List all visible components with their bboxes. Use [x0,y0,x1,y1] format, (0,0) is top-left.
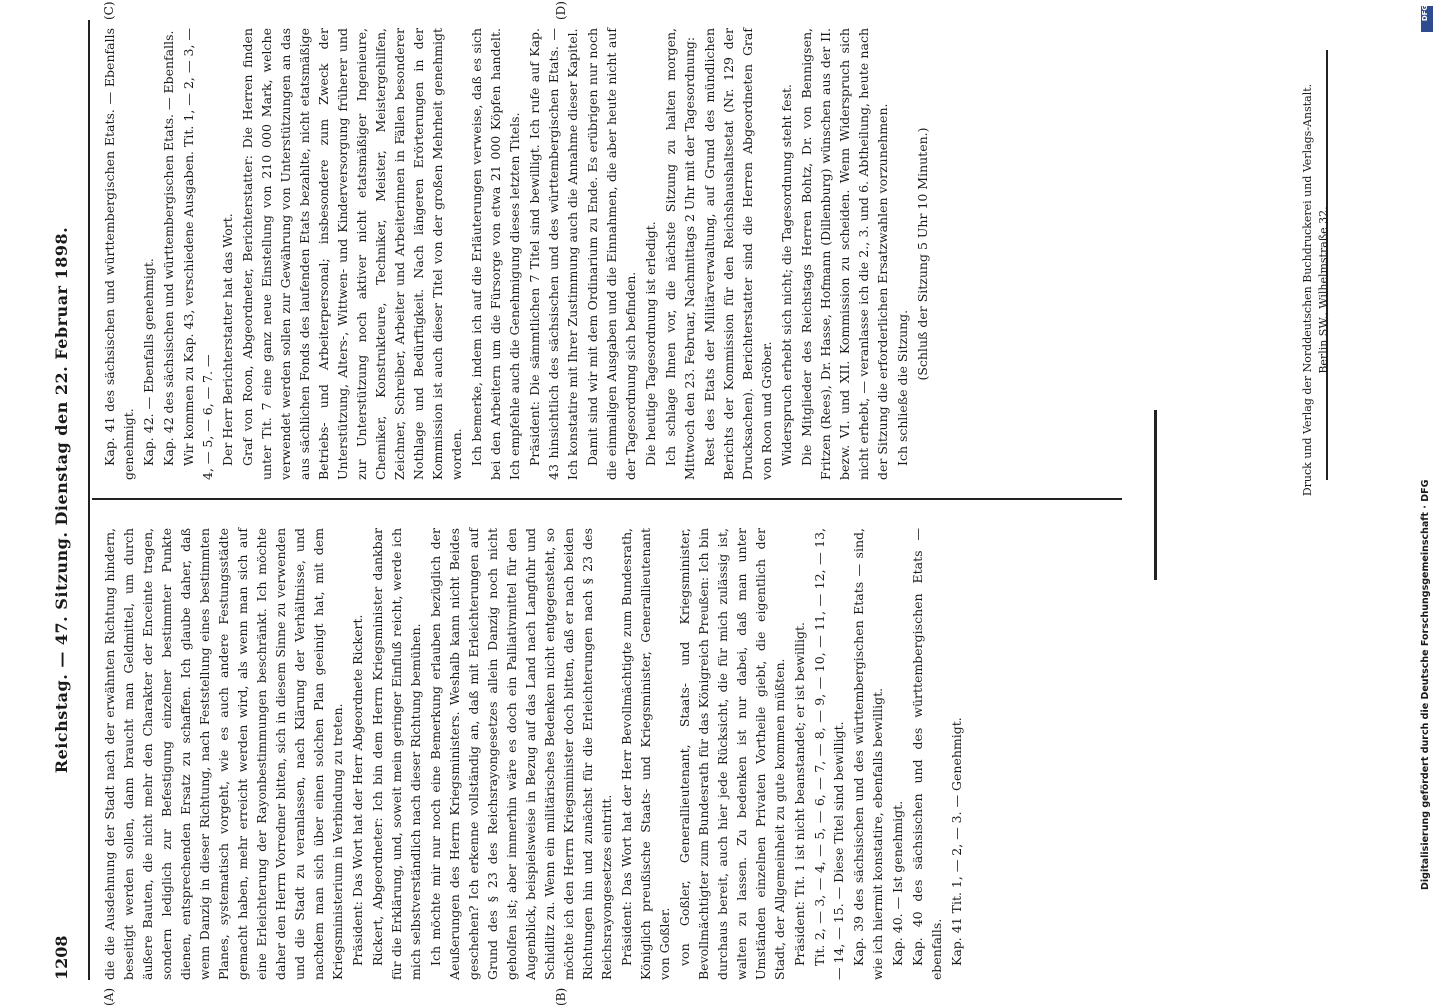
left-paragraph: die die Ausdehnung der Stadt nach der erwähnten Richtung hindern, beseitigt werden sollen, dann braucht man Geldmittel, um durch äußere Bauten, die nicht mehr den Charakter der Enceinte tragen, sondern lediglich zur Befestigung einzelner bestimmter Punkte dienen, entsprechenden Ersatz zu schaffen. Ich glaube daher, daß wenn Danzig in dieser Richtung, nach Feststellung eines bestimmten Planes, systematisch vorgeht, wie es auch andere Festungsstädte gemacht haben, mehr erreicht werden wird, als wenn man sich auf eine Erleichterung der Rayonbestimmungen beschränkt. Ich möchte daher den Herrn Vorredner bitten, sich in diesem Sinne zu verwenden und die Stadt zu veranlassen, nach Klärung der Verhältnisse, und nachdem man sich über einen solchen Plan geeinigt hat, mit dem Kriegsministerium in Verbindung zu treten. [102,528,345,980]
running-title: Reichstag. — 47. Sitzung. Dienstag den 22. Februar 1898. [52,226,71,774]
column-divider [92,498,1122,500]
left-paragraph: Rickert, Abgeordneter: Ich bin dem Herrn Kriegsminister dankbar für die Erklärung, und, soweit mein geringer Einfluß reicht, werde ich mich selbstverständlich nach dieser Richtung bemühen. [370,528,423,980]
left-paragraph: Tit. 2, — 3, — 4, — 5, — 6, — 7, — 8, — 9, — 10, — 11, — 12, — 13, — 14, — 15. — Diese Titel sind bewilligt. [812,528,846,980]
rotated-page [40,1,1130,1006]
right-paragraph: Wir kommen zu Kap. 43, verschiedene Ausgaben. Tit. 1, — 2, — 3, — 4, — 5, — 6, — 7. — [181,28,215,480]
printer-imprint [1300,50,1340,530]
imprint-line-2: Berlin SW., Wilhelmstraße 32. [1317,206,1330,374]
right-paragraph: Graf von Roon, Abgeordneter, Berichterstatter: Die Herren finden unter Tit. 7 eine ganz neue Einstellung von 210 000 Mark, welche verwendet werden sollen zur Gewährung von Unterstützungen an das aus sächlichen Fonds des laufenden Etats bezahlte, nicht etatsmäßige Betriebs- und Arbeiterpersonal; insbesondere zum Zweck der Unterstützung, Alters-, Wittwen- und Kinderversorgung früherer und zur Unterstützung noch aktiver nicht etatsmäßiger Ingenieure, Chemiker, Konstrukteure, Techniker, Meister, Meistergehilfen, Zeichner, Schreiber, Arbeiter und Arbeiterinnen in Fällen besonderer Nothlage und Bedürftigkeit. Nach längeren Erörterungen in der Kommission ist auch dieser Titel von der großen Mehrheit genehmigt worden. [240,28,464,480]
page-number: 1208 [52,935,71,980]
margin-letter-c: (C) [102,1,116,20]
right-paragraph: Der Herr Berichterstatter hat das Wort. [220,213,235,466]
right-paragraph: Präsident: Die sämmtlichen 7 Titel sind bewilligt. Ich rufe auf Kap. 43 hinsichtlich des sächsischen und des württembergischen Etats. — Ich konstatire mit Ihrer Zustimmung auch die Annahme dieser Kapitel. [527,28,580,480]
left-paragraph: Präsident: Tit. 1 ist nicht beanstandet; er ist bewilligt. [792,622,807,966]
right-paragraph: Rest des Etats der Militärverwaltung, auf Grund des mündlichen Berichts der Kommission für den Reichshaushaltsetat (Nr. 129 der Drucksachen). Berichterstatter sind die Herren Abgeordneten Graf von Roon und Gröber. [702,28,774,480]
page-header [40,20,90,980]
right-paragraph: Die Mitglieder des Reichstags Herren Bohtz, Dr. von Bennigsen, Fritzen (Rees), Dr. Hasse, Hofmann (Dillenburg) wünschen aus der II. bezw. VI. und XII. Kommission zu scheiden. Wenn Widerspruch sich nicht erhebt, — veranlasse ich die 2., 3. und 6. Abtheilung, heute nach der Sitzung die erforderlichen Ersatzwahlen vorzunehmen. [799,28,890,480]
right-column [100,1,1120,480]
dfg-logo-text: DFG [1421,4,1429,22]
left-paragraph: Präsident: Das Wort hat der Herr Abgeordnete Rickert. [350,614,365,966]
right-paragraph: Widerspruch erhebt sich nicht; die Tagesordnung steht fest. [779,84,794,466]
right-paragraph: Ich schließe die Sitzung. [895,309,910,466]
left-paragraph: Ich möchte mir nur noch eine Bemerkung erlauben bezüglich der Aeußerungen des Herrn Kriegsministers. Weshalb kann nicht Beides geschehen? Ich erkenne vollständig an, daß mit Erleichterungen auf Grund des § 23 des Reichsrayongesetzes allein Danzig noch nicht geholfen ist; aber immerhin wäre es doch ein Palliativmittel für den Augenblick, beispielsweise in Bezug auf das Land nach Langfuhr und Schidlitz zu. Wenn ein militärisches Bedenken nicht entgegensteht, so möchte ich den Herrn Kriegsminister doch bitten, daß er nach beiden Richtungen hin und zunächst für die Erleichterungen nach § 23 des Reichsrayongesetzes eintritt. [428,528,614,980]
header-rule [88,20,90,980]
left-paragraph: Kap. 39 des sächsischen und des württembergischen Etats — sind, wie ich hiermit konstatire, ebenfalls bewilligt. [851,528,885,980]
digitization-note-text: Digitalisierung gefördert durch die Deutsche Forschungsgemeinschaft · DFG [1420,479,1431,890]
right-paragraph: Kap. 42 des sächsischen und württembergischen Etats. — Ebenfalls. [161,30,176,466]
closing-separator-rule [1154,410,1157,580]
right-paragraph: Damit sind wir mit dem Ordinarium zu Ende. Es erübrigen nur noch die einmaligen Ausgaben und die Einnahmen, die aber heute nicht auf der Tagesordnung sich befinden. [585,28,638,480]
right-paragraph: Ich schlage Ihnen vor, die nächste Sitzung zu halten morgen, Mittwoch den 23. Februar, Nachmittags 2 Uhr mit der Tagesordnung: [663,28,697,480]
margin-letter-b: (B) [554,987,568,1006]
right-paragraph: Kap. 41 des sächsischen und württembergischen Etats. — Ebenfalls genehmigt. [102,28,136,480]
left-paragraph: Kap. 41 Tit. 1, — 2, — 3. — Genehmigt. [949,717,964,966]
margin-letter-d: (D) [554,1,568,20]
left-paragraph: Kap. 40. — Ist genehmigt. [890,800,905,966]
left-paragraph: von Goßler, Generallieutenant, Staats- und Kriegsminister, Bevollmächtigter zum Bundesrath für das Königreich Preußen: Ich bin durchaus bereit, auch hier jede Rücksicht, die für mich zulässig ist, walten zu lassen. Zu bedenken ist nur dabei, daß man unter Umständen einzelnen Privaten Vortheile giebt, die eigentlich der Stadt, der Allgemeinheit zu gute kommen müßten. [677,528,787,980]
left-paragraph: Präsident: Das Wort hat der Herr Bevollmächtigte zum Bundesrath, Königlich preußische Staats- und Kriegsminister, Generallieutenant von Goßler. [619,528,672,980]
imprint-line-1: Druck und Verlag der Norddeutschen Buchdruckerei und Verlags-Anstalt. [1301,83,1314,497]
digitization-note [1420,10,1434,990]
right-paragraph: Kap. 42. — Ebenfalls genehmigt. [141,258,156,466]
right-paragraph: Ich bemerke, indem ich auf die Erläuterungen verweise, daß es sich bei den Arbeitern um die Fürsorge von etwa 21 000 Köpfen handelt. Ich empfehle auch die Genehmigung dieses letzten Titels. [469,28,522,480]
right-paragraph: Die heutige Tagesordnung ist erledigt. [643,221,658,466]
session-end-note: (Schluß der Sitzung 5 Uhr 10 Minuten.) [915,127,930,381]
margin-letter-a: (A) [102,987,116,1006]
left-paragraph: Kap. 40 des sächsischen und des württembergischen Etats — ebenfalls. [910,528,944,980]
left-column [100,528,1120,1006]
